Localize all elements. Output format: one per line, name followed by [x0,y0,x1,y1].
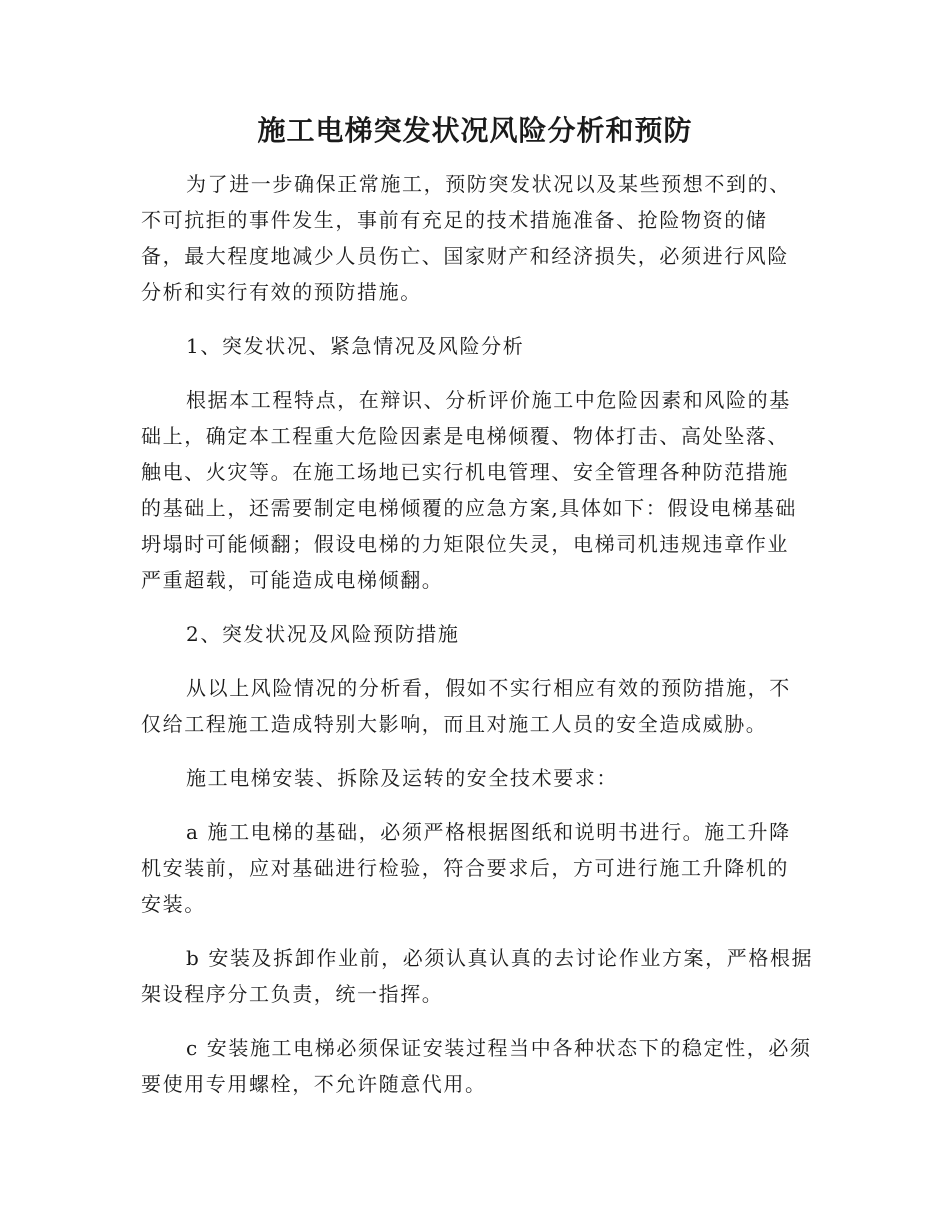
section-heading-text: 2、突发状况及风险预防措施 [186,622,460,646]
paragraph-line: 础上，确定本工程重大危险因素是电梯倾覆、物体打击、高处坠落、 [141,424,789,448]
section-heading-text: 1、突发状况、紧急情况及风险分析 [186,334,525,358]
paragraph-line: a 施工电梯的基础，必须严格根据图纸和说明书进行。施工升降 [186,820,791,844]
paragraph-line: c 安装施工电梯必须保证安装过程当中各种状态下的稳定性，必须 [186,1036,812,1060]
paragraph-line: 分析和实行有效的预防措施。 [141,280,422,304]
paragraph-line: 仅给工程施工造成特别大影响，而且对施工人员的安全造成威胁。 [141,712,768,736]
paragraph-line: 坍塌时可能倾翻；假设电梯的力矩限位失灵，电梯司机违规违章作业 [141,532,789,556]
paragraph-line: 要使用专用螺栓，不允许随意代用。 [141,1072,487,1096]
paragraph-line: 从以上风险情况的分析看，假如不实行相应有效的预防措施，不 [186,676,791,700]
paragraph-line: 触电、火灾等。在施工场地已实行机电管理、安全管理各种防范措施 [141,460,789,484]
paragraph-line: 的基础上，还需要制定电梯倾覆的应急方案,具体如下：假设电梯基础 [141,496,797,520]
paragraph-line: 根据本工程特点，在辩识、分析评价施工中危险因素和风险的基 [186,388,791,412]
paragraph-line: 架设程序分工负责，统一指挥。 [141,982,444,1006]
paragraph-line: 严重超载，可能造成电梯倾翻。 [141,568,444,592]
document-title: 施工电梯突发状况风险分析和预防 [257,114,693,147]
paragraph-line: 安装。 [141,892,206,916]
paragraph-line: 不可抗拒的事件发生，事前有充足的技术措施准备、抢险物资的储 [141,208,768,232]
paragraph-line: b 安装及拆卸作业前，必须认真认真的去讨论作业方案，严格根据 [186,946,814,970]
paragraph-line: 为了进一步确保正常施工，预防突发状况以及某些预想不到的、 [186,172,791,196]
paragraph-line: 施工电梯安装、拆除及运转的安全技术要求： [186,766,618,790]
paragraph-line: 备，最大程度地减少人员伤亡、国家财产和经济损失，必须进行风险 [141,244,789,268]
paragraph-line: 机安装前，应对基础进行检验，符合要求后，方可进行施工升降机的 [141,856,789,880]
